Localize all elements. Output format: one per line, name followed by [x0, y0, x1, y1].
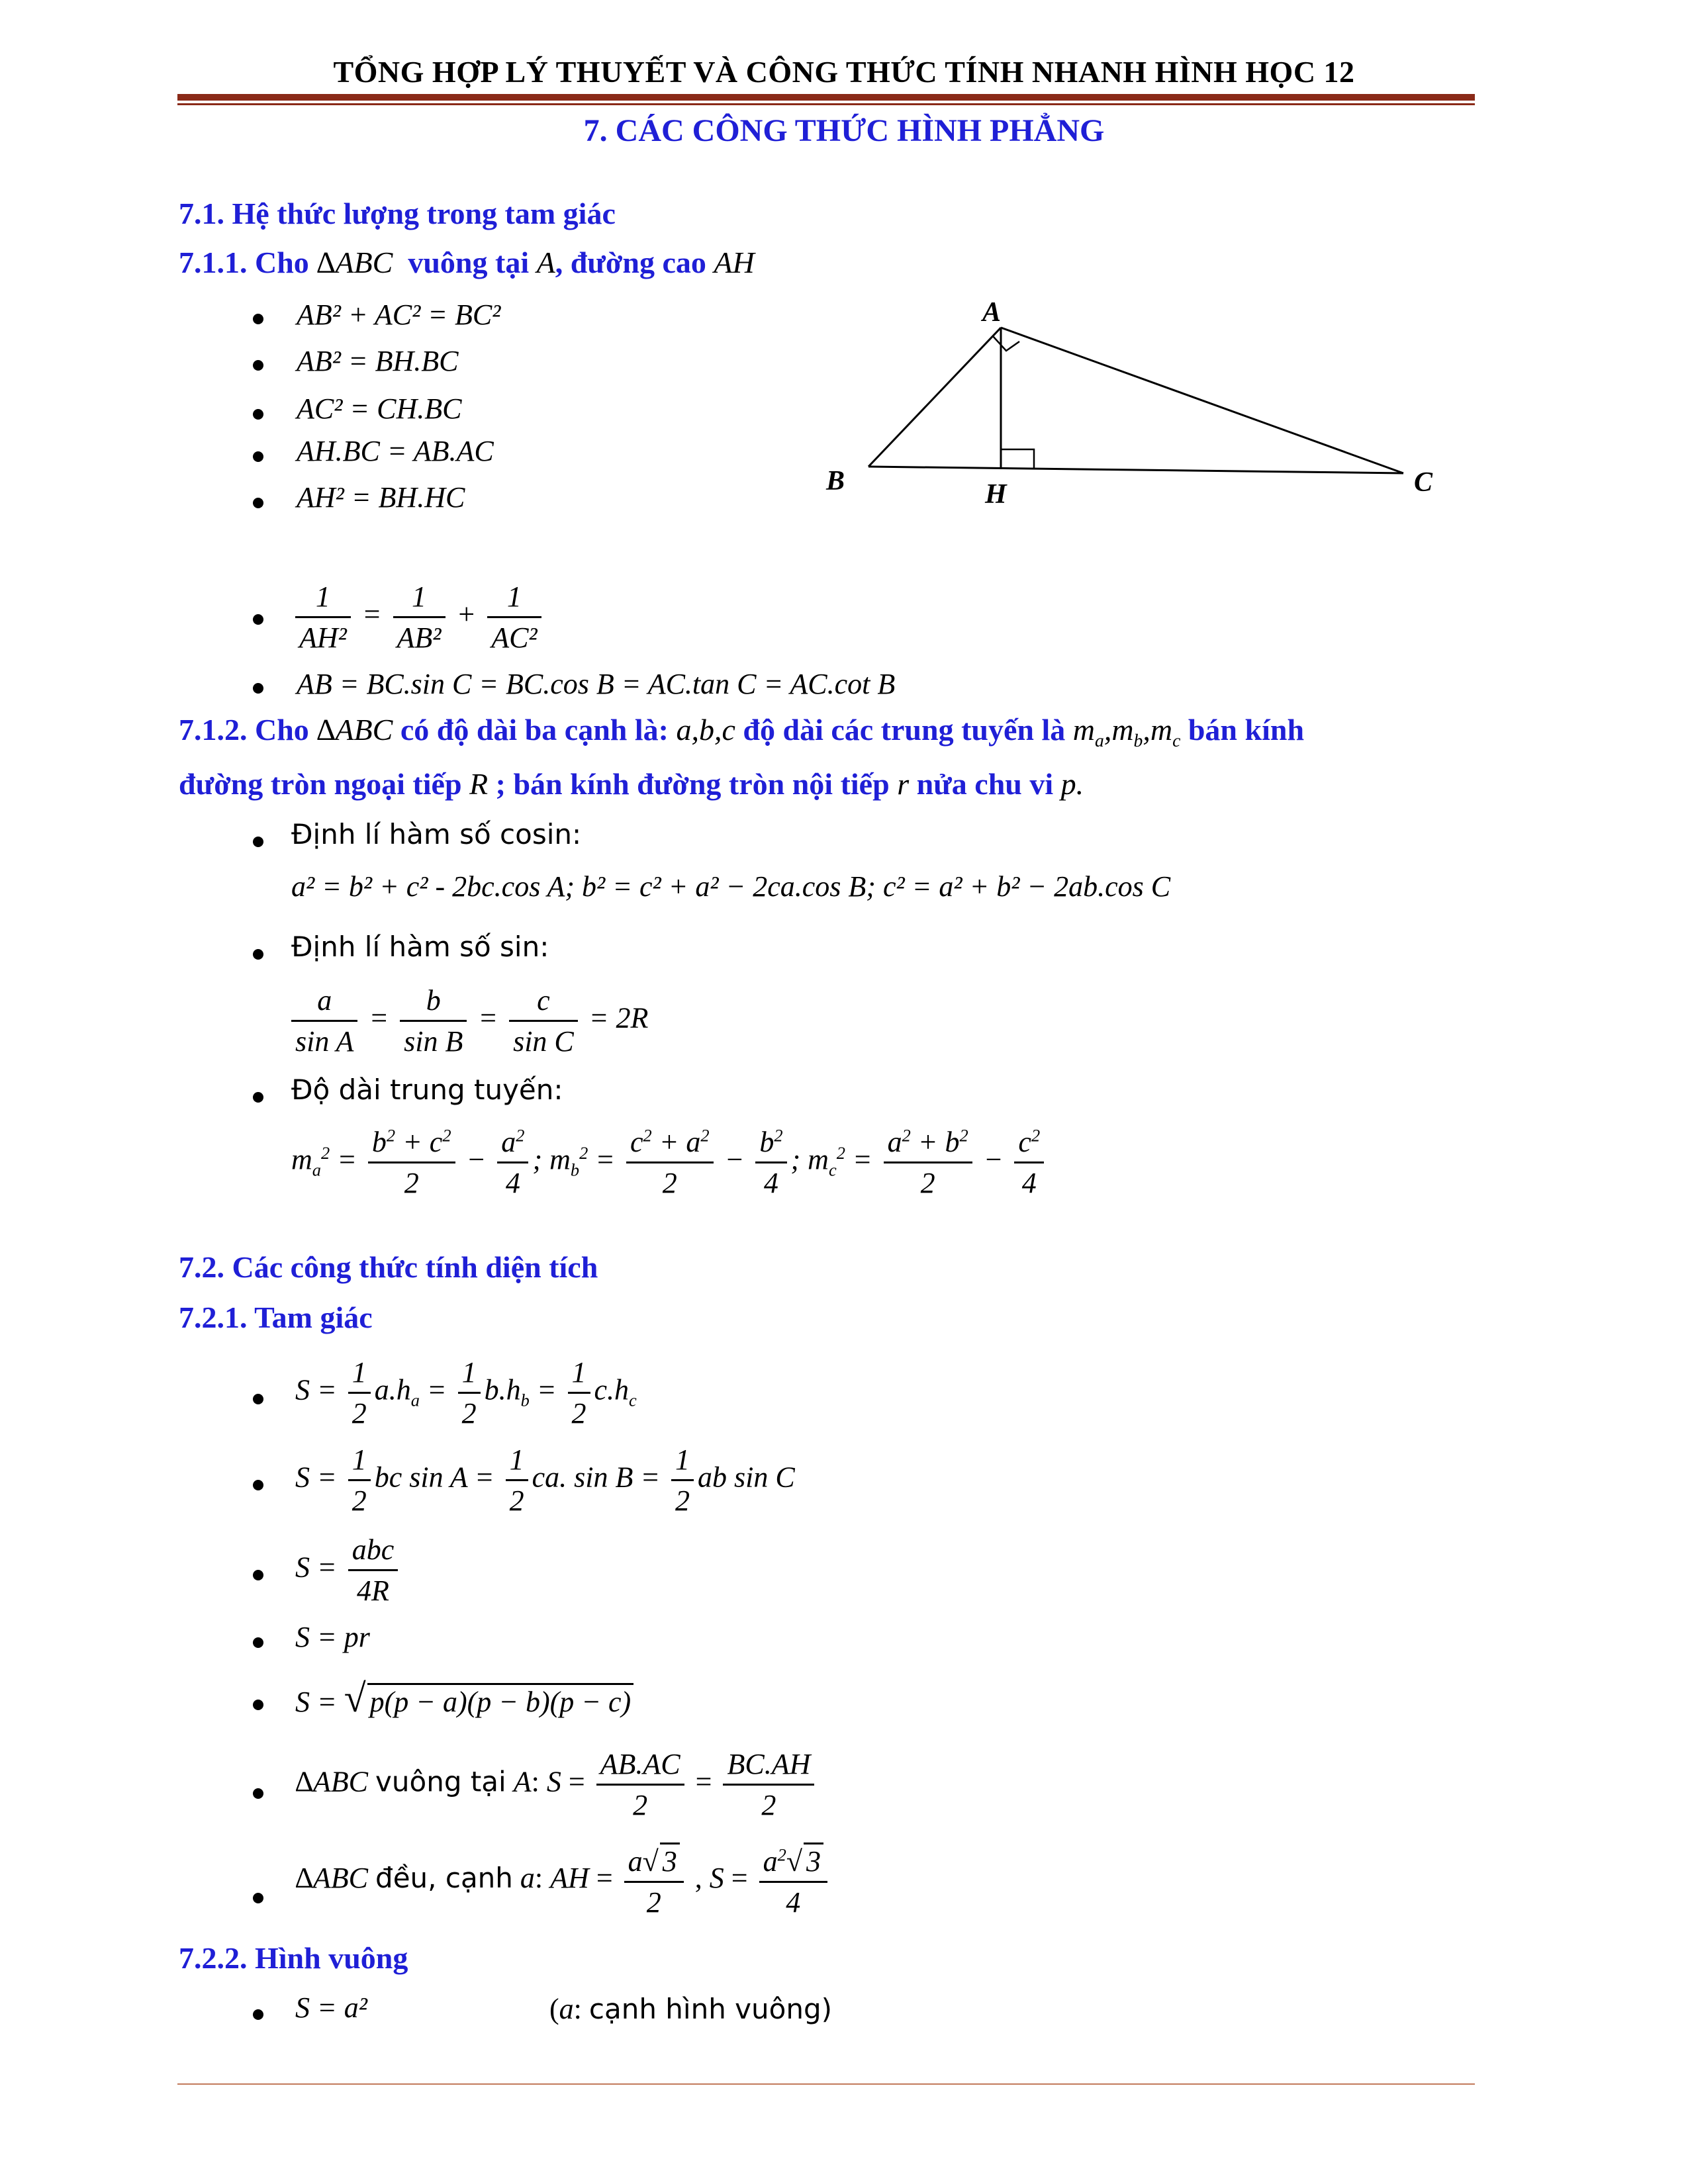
bullet — [253, 837, 263, 847]
bullet — [253, 1480, 263, 1490]
bullet — [253, 360, 263, 371]
formula-right-triangle-area: ∆ABC vuông tại A: S = $\frac{AB.AC}{2}$ = $\frac{BC.AH}{2}$ — [295, 1747, 818, 1822]
formula-area-circumradius: S = $\frac{\text{abc}}{4R}$ — [295, 1533, 402, 1608]
right-angle-mark-h — [1001, 449, 1034, 469]
bullet — [253, 1394, 263, 1404]
formula-equilateral: ∆ABC đều, cạnh a: AH = $\frac{a√ 3}{2}$ , S = $\frac{a^2√ 3}{4}$ — [295, 1843, 831, 1919]
header-rule-thin — [177, 103, 1475, 105]
heading-7-1: 7.1. Hệ thức lượng trong tam giác — [179, 197, 616, 230]
right-angle-mark-a — [993, 336, 1019, 351]
bullet — [253, 1893, 263, 1903]
formula-ab-squared: AB² = BH.BC — [297, 345, 459, 377]
side-ab — [868, 328, 1001, 467]
formula-medians: $m_a^2$ = $\frac{b^2 + c^2}{2}$ − $\frac{a^2}{4}$ ; $m_b^2$ = $\frac{c^2 + a^2}{2}$ − $\frac{b^2}{4}$ ; $m_c^2$ = $\frac{a^2 + b^2}{2}$ − $\frac{c^2}{4}$ — [291, 1125, 1048, 1200]
bullet — [253, 683, 263, 694]
square-note: (a: cạnh hình vuông) — [549, 1993, 833, 2025]
side-ac — [1001, 328, 1403, 473]
formula-heron: S = √ p(p − a)(p − b)(p − c) — [295, 1676, 633, 1721]
formula-trig-relations: AB = BC.sin C = BC.cos B = AC.tan C = AC.cot B — [297, 668, 896, 700]
bullet — [253, 614, 263, 625]
label-c: C — [1414, 467, 1433, 498]
page-header-title: TỔNG HỢP LÝ THUYẾT VÀ CÔNG THỨC TÍNH NHANH HÌNH HỌC 12 — [333, 55, 1355, 89]
section-title: 7. CÁC CÔNG THỨC HÌNH PHẲNG — [583, 113, 1105, 148]
formula-sine: $\frac{a}{\text{sin A}}$ = $\frac{b}{\text{sin B}}$ = $\frac{c}{\text{sin C}}$ = 2R — [287, 983, 648, 1058]
bullet — [253, 1788, 263, 1799]
formula-square-area: S = a² — [295, 1991, 367, 2024]
formula-area-inradius: S = pr — [295, 1621, 370, 1653]
formula-pythagoras: AB² + AC² = BC² — [297, 298, 501, 331]
bullet — [253, 1637, 263, 1648]
formula-ah-bc: AH.BC = AB.AC — [297, 435, 494, 467]
heading-7-2: 7.2. Các công thức tính diện tích — [179, 1250, 598, 1284]
bullet — [253, 314, 263, 324]
label-h: H — [985, 479, 1007, 510]
sine-label: Định lí hàm số sin: — [291, 931, 549, 963]
heading-7-1-1: 7.1.1. Cho ∆ABC vuông tại A, đường cao AH — [179, 246, 755, 279]
formula-cosine: a² = b² + c² - 2bc.cos A; b² = c² + a² − 2ca.cos B; c² = a² + b² − 2ab.cos C — [291, 870, 1171, 903]
median-label: Độ dài trung tuyến: — [291, 1073, 563, 1106]
bullet — [253, 949, 263, 960]
formula-area-sine: S = $\frac{1}{2}$ bc sin A = $\frac{1}{2}$ ca. sin B = $\frac{1}{2}$ ab sin C — [295, 1443, 795, 1517]
formula-ac-squared: AC² = CH.BC — [297, 392, 462, 425]
heading-7-2-2: 7.2.2. Hình vuông — [179, 1941, 408, 1975]
bullet — [253, 409, 263, 420]
label-b: B — [826, 466, 845, 496]
bullet — [253, 1092, 263, 1103]
right-triangle-figure — [808, 298, 1456, 516]
header-rule-thick — [177, 94, 1475, 101]
bullet — [253, 498, 263, 508]
footer-rule — [177, 2083, 1475, 2085]
formula-ah-squared: AH² = BH.HC — [297, 481, 465, 514]
heading-7-1-2-line2: đường tròn ngoại tiếp R ; bán kính đường tròn nội tiếp r nửa chu vi p. — [179, 767, 1084, 801]
formula-inverse-squares: $\frac{1}{\text{AH²}}$ = $\frac{1}{\text{AB²}}$ + $\frac{1}{\text{AC²}}$ — [291, 580, 545, 655]
heading-7-1-2-line1: 7.1.2. Cho ∆ABC có độ dài ba cạnh là: a,b,c độ dài các trung tuyến là $m_a,m_b,m_c$ bán kính — [179, 713, 1305, 751]
heading-7-2-1: 7.2.1. Tam giác — [179, 1300, 373, 1334]
cosine-label: Định lí hàm số cosin: — [291, 818, 582, 850]
bullet — [253, 1570, 263, 1580]
bullet — [253, 1700, 263, 1710]
side-bc — [868, 467, 1403, 473]
label-a: A — [982, 298, 1002, 328]
bullet — [253, 451, 263, 462]
formula-area-heights: S = $\frac{1}{2}$ $a.h_a$ = $\frac{1}{2}$ $b.h_b$ = $\frac{1}{2}$ $c.h_c$ — [295, 1356, 637, 1430]
bullet — [253, 2009, 263, 2020]
